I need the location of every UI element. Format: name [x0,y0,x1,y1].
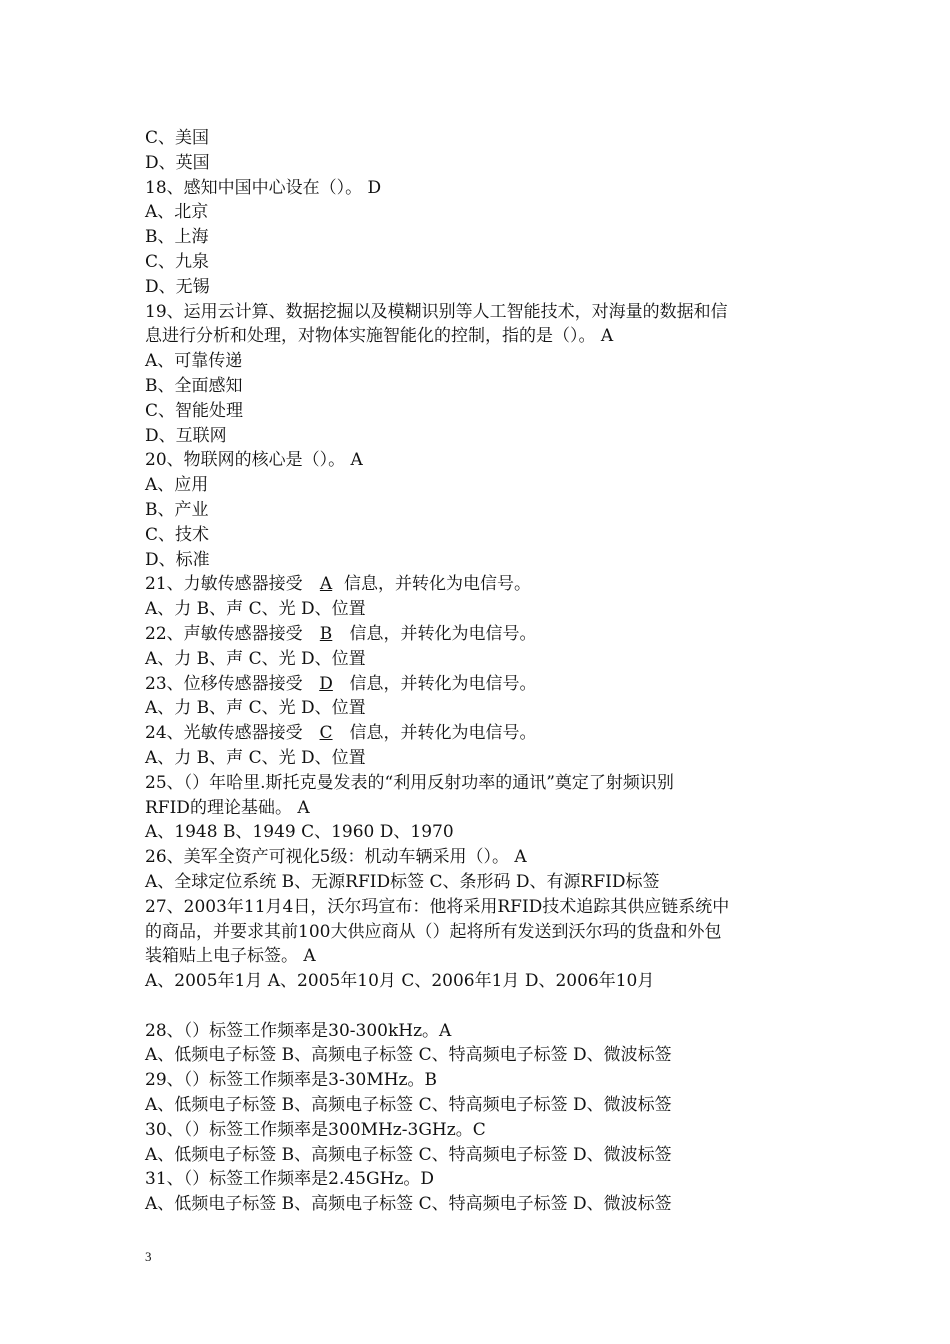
text-line: C、美国 [145,128,210,148]
text-line: A、全球定位系统 B、无源RFID标签 C、条形码 D、有源RFID标签 [145,871,660,892]
text-line [145,994,815,1019]
text-line: RFID的理论基础。 A [145,797,310,818]
text-line: B、产业 [145,499,209,520]
document-body [145,126,815,1217]
text-line: C、智能处理 [145,400,244,421]
text-line: A、北京 [145,202,209,223]
text-line: A、1948 B、1949 C、1960 D、1970 [145,822,454,843]
text-line: A、低频电子标签 B、高频电子标签 C、特高频电子标签 D、微波标签 [145,1095,672,1116]
text-line: A、力 B、声 C、光 D、位置 [145,698,366,719]
text-line: C、九泉 [145,251,210,272]
text-line [145,672,815,697]
text-line: 的商品，并要求其前100大供应商从（）起将所有发送到沃尔玛的货盘和外包 [145,921,722,942]
text-line: 28、（）标签工作频率是30-300kHz。A [145,1020,452,1041]
text-line: B、上海 [145,227,209,248]
text-line: D、互联网 [145,425,227,446]
text-line: A、2005年1月 A、2005年10月 C、2006年1月 D、2006年10月 [145,971,655,992]
question-suffix: 信息，并转化为电信号。 [344,623,537,644]
text-line: A、低频电子标签 B、高频电子标签 C、特高频电子标签 D、微波标签 [145,1144,672,1165]
text-line: 息进行分析和处理，对物体实施智能化的控制，指的是（）。 A [145,326,614,347]
text-line [145,721,815,746]
question-text: 23、位移传感器接受 [145,673,309,694]
text-line: A、低频电子标签 B、高频电子标签 C、特高频电子标签 D、微波标签 [145,1194,672,1215]
text-line: A、力 B、声 C、光 D、位置 [145,648,366,669]
text-line: D、标准 [145,549,210,570]
question-suffix: 信息，并转化为电信号。 [344,723,537,744]
text-line: B、全面感知 [145,375,243,396]
text-line: A、低频电子标签 B、高频电子标签 C、特高频电子标签 D、微波标签 [145,1045,672,1066]
answer-blank: C [319,723,333,744]
text-line: 29、（）标签工作频率是3-30MHz。B [145,1070,438,1091]
text-line: D、英国 [145,152,210,173]
text-line: 19、运用云计算、数据挖掘以及模糊识别等人工智能技术，对海量的数据和信 [145,301,728,322]
page-number: 3 [145,1249,152,1264]
text-line: 20、物联网的核心是（）。 A [145,450,363,471]
text-line: A、可靠传递 [145,351,243,372]
text-line: C、技术 [145,524,210,545]
text-line: A、力 B、声 C、光 D、位置 [145,599,366,620]
answer-blank: A [319,574,333,595]
text-line [145,572,815,597]
question-suffix: 信息，并转化为电信号。 [344,673,537,694]
text-line: 装箱贴上电子标签。 A [145,946,316,967]
text-line: A、力 B、声 C、光 D、位置 [145,747,366,768]
text-line: A、应用 [145,475,209,496]
answer-blank: B [319,623,333,644]
question-text: 21、力敏传感器接受 [145,574,309,595]
text-line: 30、（）标签工作频率是300MHz-3GHz。C [145,1119,486,1140]
question-text: 24、光敏传感器接受 [145,723,309,744]
text-line [145,622,815,647]
answer-blank: D [319,673,333,694]
question-suffix: 信息，并转化为电信号。 [344,574,532,595]
text-line: 26、美军全资产可视化5级：机动车辆采用（）。 A [145,847,527,868]
text-line: 18、感知中国中心设在（）。 D [145,177,382,198]
text-line: 31、（）标签工作频率是2.45GHz。D [145,1169,434,1190]
question-text: 22、声敏传感器接受 [145,623,309,644]
text-line: 25、（）年哈里.斯托克曼发表的“利用反射功率的通讯”奠定了射频识别 [145,772,674,793]
text-line: 27、2003年11月4日，沃尔玛宣布：他将采用RFID技术追踪其供应链系统中 [145,896,730,917]
text-line: D、无锡 [145,276,210,297]
